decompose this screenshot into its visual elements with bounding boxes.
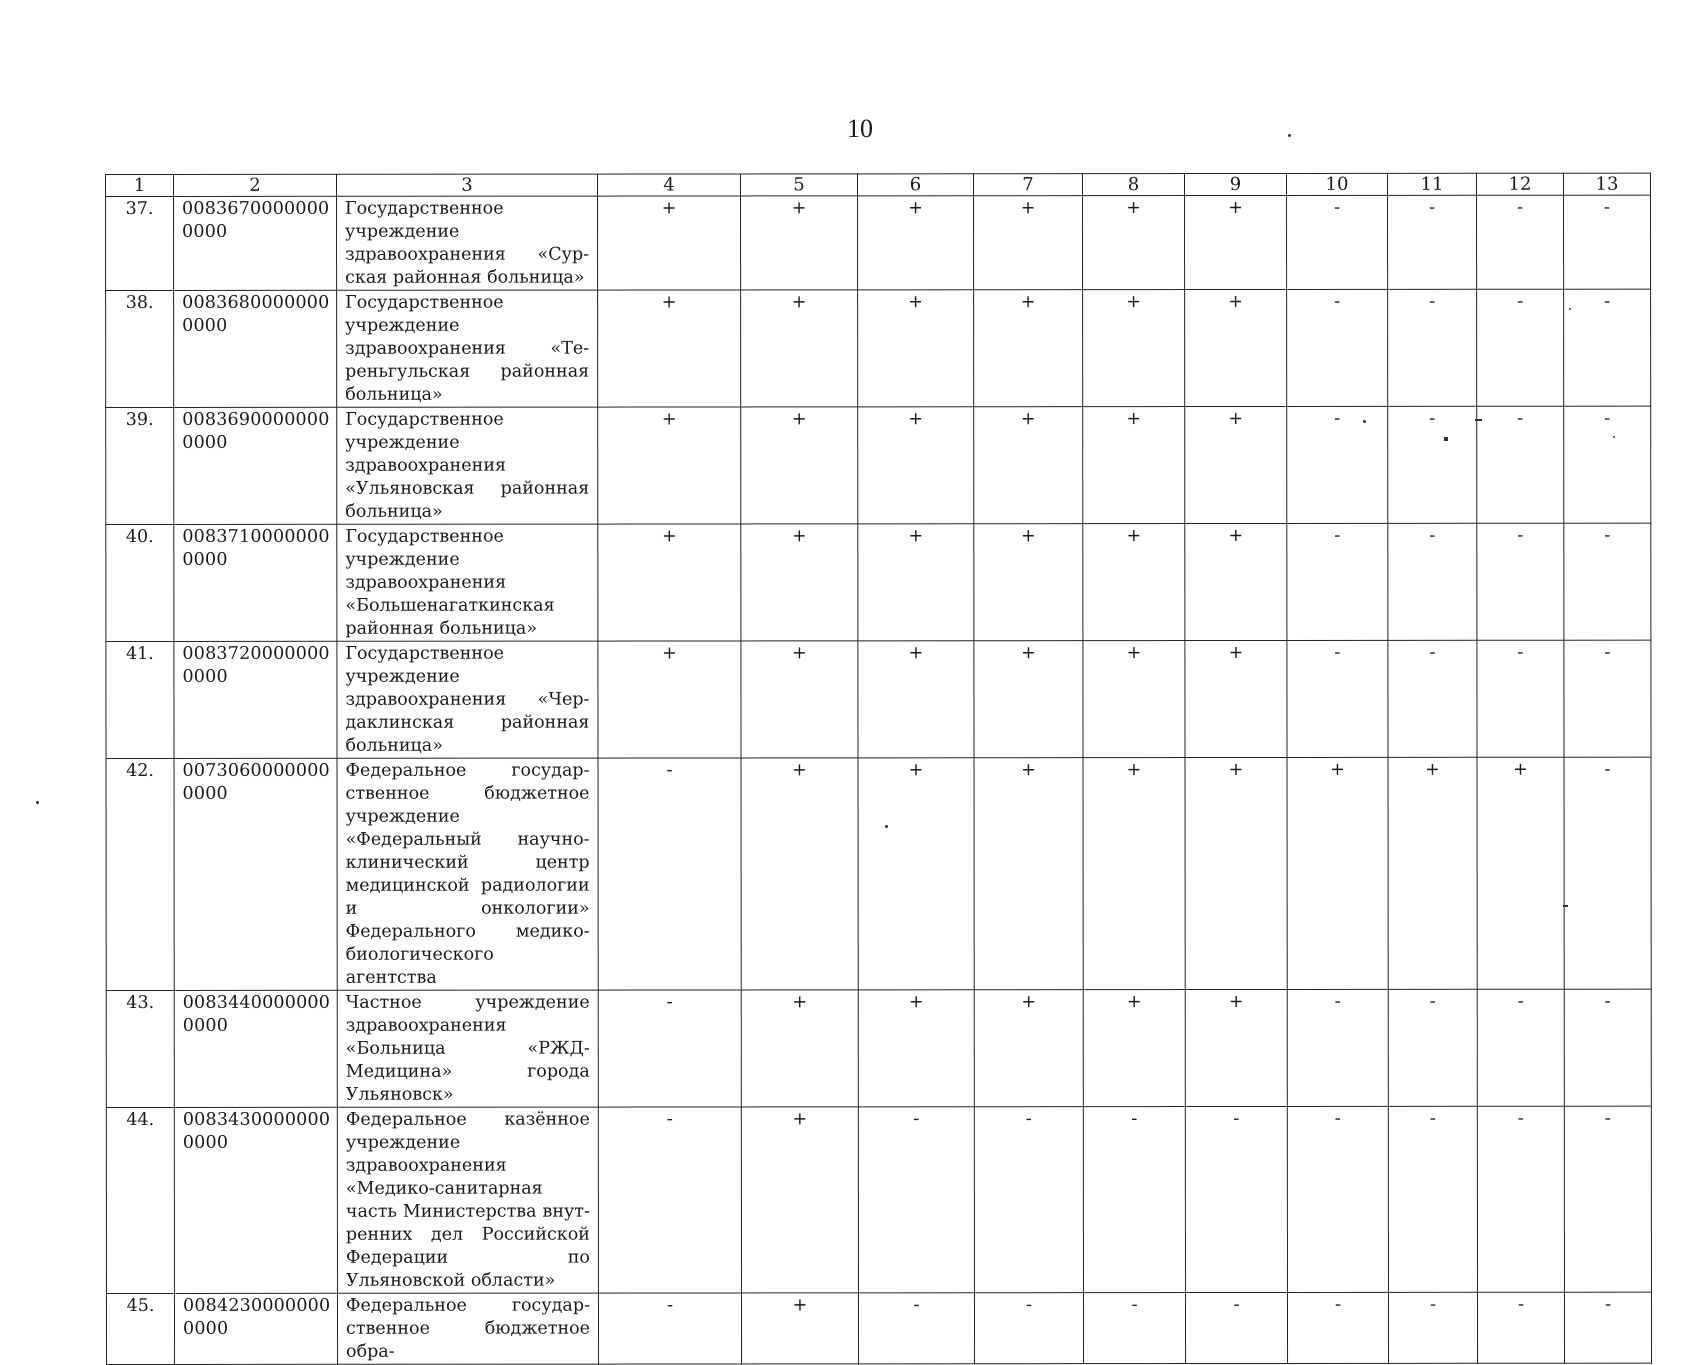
mark-col-12: - bbox=[1477, 523, 1564, 640]
registry-code-line-2: 0000 bbox=[182, 1318, 229, 1339]
mark-col-10: - bbox=[1287, 195, 1388, 289]
mark-col-10: - bbox=[1287, 289, 1388, 406]
mark-col-5: + bbox=[741, 990, 858, 1107]
mark-col-8: + bbox=[1083, 641, 1185, 758]
registry-code-line-1: 0083670000000 bbox=[182, 198, 330, 219]
mark-col-6: + bbox=[858, 990, 974, 1107]
mark-col-10: - bbox=[1287, 1106, 1388, 1292]
mark-col-12: - bbox=[1477, 195, 1564, 289]
mark-col-4: + bbox=[598, 196, 741, 290]
registry-code-line-1: 0083440000000 bbox=[182, 992, 331, 1013]
mark-col-8: + bbox=[1083, 758, 1185, 990]
mark-col-10: - bbox=[1287, 523, 1388, 640]
table-row bbox=[106, 289, 1651, 407]
mark-col-11: - bbox=[1388, 406, 1477, 523]
row-number: 37. bbox=[106, 196, 174, 290]
mark-col-8: + bbox=[1083, 290, 1185, 407]
mark-col-4: - bbox=[598, 990, 741, 1107]
table-row bbox=[106, 195, 1651, 290]
mark-col-13: - bbox=[1564, 989, 1651, 1106]
mark-col-10: - bbox=[1287, 989, 1388, 1106]
column-header-12: 12 bbox=[1476, 173, 1563, 195]
mark-col-10: + bbox=[1287, 757, 1388, 989]
mark-col-4: - bbox=[598, 758, 741, 990]
registry-code-line-2: 0000 bbox=[182, 666, 228, 687]
mark-col-10: - bbox=[1287, 1292, 1388, 1363]
mark-col-10: - bbox=[1287, 406, 1388, 523]
registry-code-line-1: 0083680000000 bbox=[182, 292, 330, 313]
registry-code-line-2: 0000 bbox=[182, 1015, 229, 1036]
organization-name: Государственное учреждение здравоохранения «Ульяновская районная больница» bbox=[337, 407, 598, 524]
table-row bbox=[106, 406, 1651, 524]
mark-col-11: - bbox=[1388, 989, 1477, 1106]
registry-code-line-2: 0000 bbox=[182, 783, 228, 804]
mark-col-9: + bbox=[1185, 989, 1287, 1106]
mark-col-12: - bbox=[1477, 989, 1564, 1106]
mark-col-8: + bbox=[1083, 196, 1185, 290]
registry-code-line-1: 0083430000000 bbox=[182, 1109, 331, 1130]
mark-col-13: - bbox=[1564, 406, 1651, 523]
mark-col-6: + bbox=[858, 641, 974, 758]
row-number: 41. bbox=[106, 641, 174, 758]
organization-name: Государственное учреждение здравоохранения «Большенагаткинская районная больница» bbox=[337, 524, 598, 641]
mark-col-8: - bbox=[1083, 1293, 1185, 1364]
mark-col-9: - bbox=[1185, 1106, 1287, 1292]
registry-code bbox=[174, 290, 337, 407]
mark-col-12: - bbox=[1477, 1292, 1564, 1363]
mark-col-9: + bbox=[1185, 195, 1287, 289]
mark-col-9: + bbox=[1185, 640, 1287, 757]
mark-col-6: + bbox=[858, 758, 974, 990]
registry-table bbox=[105, 173, 1652, 1365]
mark-col-11: - bbox=[1388, 1106, 1477, 1292]
mark-col-12: - bbox=[1477, 640, 1564, 757]
column-header-6: 6 bbox=[858, 174, 974, 196]
organization-name: Государственное учреждение здравоохранения «Чердаклинская районная больница» bbox=[337, 641, 598, 758]
mark-col-7: + bbox=[974, 758, 1083, 990]
scan-speck bbox=[1563, 905, 1568, 907]
scan-speck bbox=[1288, 134, 1291, 137]
registry-code-line-1: 0083710000000 bbox=[182, 526, 330, 547]
organization-name: Федеральное казённое учреждение здравоохранения «Медико-санитарная часть Министерства внутренних дел Российской Федерации по Ульяновской области» bbox=[337, 1107, 598, 1293]
registry-code-line-2: 0000 bbox=[182, 549, 228, 570]
registry-code-line-2: 0000 bbox=[182, 221, 228, 242]
mark-col-10: - bbox=[1287, 640, 1388, 757]
mark-col-11: - bbox=[1388, 640, 1477, 757]
mark-col-13: - bbox=[1564, 640, 1651, 757]
mark-col-11: - bbox=[1388, 523, 1477, 640]
mark-col-11: - bbox=[1388, 289, 1477, 406]
row-number: 39. bbox=[106, 407, 174, 524]
column-header-3: 3 bbox=[337, 174, 598, 196]
row-number: 38. bbox=[106, 290, 174, 407]
mark-col-5: + bbox=[741, 1293, 858, 1364]
registry-code-line-1: 0083690000000 bbox=[182, 409, 330, 430]
registry-code-line-1: 0083720000000 bbox=[182, 643, 330, 664]
mark-col-9: + bbox=[1185, 523, 1287, 640]
mark-col-7: + bbox=[974, 196, 1083, 290]
registry-code-line-2: 0000 bbox=[182, 1132, 229, 1153]
organization-name: Государственное учреждение здравоохранения «Сурская районная больница» bbox=[337, 196, 598, 290]
mark-col-13: - bbox=[1564, 289, 1651, 406]
mark-col-13: - bbox=[1564, 523, 1651, 640]
mark-col-4: + bbox=[598, 641, 741, 758]
mark-col-4: + bbox=[598, 407, 741, 524]
organization-name: Федеральное государственное бюджетное учреждение «Федеральный научно-клинический центр медицинской радиологии и онкологии» Федерального медико-биологического агентства bbox=[337, 758, 598, 990]
mark-col-5: + bbox=[741, 641, 858, 758]
mark-col-8: + bbox=[1083, 990, 1185, 1107]
mark-col-12: - bbox=[1477, 406, 1564, 523]
row-number: 43. bbox=[106, 990, 174, 1107]
mark-col-7: - bbox=[974, 1293, 1083, 1364]
registry-code bbox=[174, 524, 337, 641]
mark-col-7: - bbox=[974, 1107, 1083, 1293]
mark-col-7: + bbox=[974, 290, 1083, 407]
column-header-8: 8 bbox=[1083, 174, 1185, 196]
registry-code-line-2: 0000 bbox=[182, 315, 228, 336]
mark-col-4: + bbox=[598, 290, 741, 407]
table-body bbox=[106, 195, 1652, 1364]
registry-code-line-2: 0000 bbox=[182, 432, 228, 453]
scan-speck bbox=[885, 825, 888, 828]
column-header-4: 4 bbox=[598, 174, 741, 196]
mark-col-5: + bbox=[741, 758, 858, 990]
mark-col-4: + bbox=[598, 524, 741, 641]
mark-col-6: + bbox=[858, 196, 974, 290]
mark-col-6: + bbox=[858, 407, 974, 524]
mark-col-11: - bbox=[1388, 195, 1477, 289]
mark-col-13: - bbox=[1564, 1106, 1651, 1292]
mark-col-6: - bbox=[858, 1107, 974, 1293]
mark-col-5: + bbox=[741, 524, 858, 641]
mark-col-7: + bbox=[974, 524, 1083, 641]
registry-code bbox=[174, 990, 337, 1107]
mark-col-12: + bbox=[1477, 757, 1564, 989]
mark-col-8: - bbox=[1083, 1107, 1185, 1293]
column-header-10: 10 bbox=[1287, 173, 1388, 195]
mark-col-9: + bbox=[1185, 289, 1287, 406]
column-header-9: 9 bbox=[1185, 173, 1287, 195]
mark-col-8: + bbox=[1083, 407, 1185, 524]
column-header-11: 11 bbox=[1388, 173, 1477, 195]
scan-speck bbox=[1363, 420, 1366, 423]
mark-col-5: + bbox=[741, 196, 858, 290]
table-row bbox=[106, 523, 1651, 641]
mark-col-9: + bbox=[1185, 406, 1287, 523]
mark-col-5: + bbox=[741, 407, 858, 524]
registry-code bbox=[174, 1107, 337, 1293]
registry-code bbox=[174, 758, 337, 990]
registry-code bbox=[174, 1293, 337, 1364]
organization-name: Федеральное государственное бюджетное обра- bbox=[337, 1293, 598, 1364]
registry-code bbox=[174, 407, 337, 524]
mark-col-5: + bbox=[741, 1107, 858, 1293]
mark-col-6: - bbox=[858, 1293, 974, 1364]
header-row bbox=[106, 173, 1651, 196]
mark-col-9: + bbox=[1185, 757, 1287, 989]
column-header-1: 1 bbox=[106, 174, 174, 196]
table-row bbox=[106, 1292, 1651, 1364]
mark-col-13: - bbox=[1564, 757, 1651, 989]
mark-col-7: + bbox=[974, 990, 1083, 1107]
row-number: 45. bbox=[106, 1293, 174, 1364]
table-row bbox=[106, 989, 1651, 1107]
mark-col-13: - bbox=[1564, 1292, 1651, 1363]
mark-col-12: - bbox=[1477, 1106, 1564, 1292]
row-number: 40. bbox=[106, 524, 174, 641]
mark-col-6: + bbox=[858, 524, 974, 641]
mark-col-4: - bbox=[598, 1107, 741, 1293]
mark-col-11: + bbox=[1388, 757, 1477, 989]
column-header-5: 5 bbox=[741, 174, 858, 196]
mark-col-5: + bbox=[741, 290, 858, 407]
organization-name: Частное учреждение здравоохранения «Больница «РЖД-Медицина» города Ульяновск» bbox=[337, 990, 598, 1107]
page-number: 10 bbox=[847, 114, 873, 143]
mark-col-4: - bbox=[598, 1293, 741, 1364]
scan-speck bbox=[1613, 436, 1615, 438]
mark-col-13: - bbox=[1564, 195, 1651, 289]
row-number: 42. bbox=[106, 758, 174, 990]
column-header-7: 7 bbox=[974, 174, 1083, 196]
registry-code bbox=[174, 641, 337, 758]
scan-speck bbox=[1444, 437, 1448, 441]
table-row bbox=[106, 640, 1651, 758]
row-number: 44. bbox=[106, 1107, 174, 1293]
mark-col-7: + bbox=[974, 641, 1083, 758]
scan-speck bbox=[1569, 308, 1571, 310]
column-header-13: 13 bbox=[1563, 173, 1650, 195]
scan-speck bbox=[1475, 419, 1482, 421]
registry-code-line-1: 0084230000000 bbox=[182, 1295, 331, 1316]
mark-col-6: + bbox=[858, 290, 974, 407]
scan-speck bbox=[36, 801, 39, 804]
mark-col-8: + bbox=[1083, 524, 1185, 641]
mark-col-9: - bbox=[1185, 1292, 1287, 1363]
column-header-2: 2 bbox=[174, 174, 337, 196]
registry-code bbox=[174, 196, 337, 290]
mark-col-7: + bbox=[974, 407, 1083, 524]
organization-name: Государственное учреждение здравоохранения «Тереньгульская районная больница» bbox=[337, 290, 598, 407]
mark-col-11: - bbox=[1388, 1292, 1477, 1363]
table-row bbox=[106, 757, 1651, 990]
mark-col-12: - bbox=[1477, 289, 1564, 406]
registry-code-line-1: 0073060000000 bbox=[182, 760, 330, 781]
